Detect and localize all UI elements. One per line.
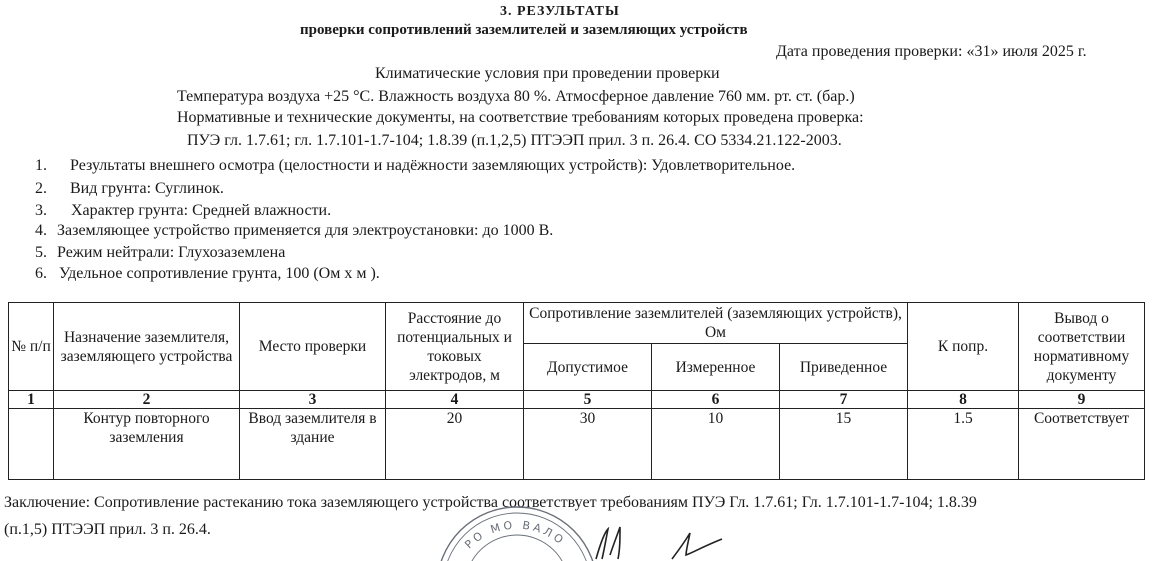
conclusion-line-1: Заключение: Сопротивление растеканию тока заземляющего устройства соответствует требованиям ПУЭ Гл. 1.7.61; Гл. 1.7.101-1.7-104; 1.8.39 (4, 494, 977, 511)
list-item-text: Режим нейтрали: Глухозаземлена (57, 244, 286, 261)
cell-measured: 10 (652, 409, 780, 480)
list-item-number: 6. (35, 265, 47, 282)
table-row (9, 409, 1145, 480)
column-number: 6 (652, 391, 780, 409)
header-purpose: Назначение заземлителя, заземляющего устройства (54, 303, 240, 391)
climate-values: Температура воздуха +25 °С. Влажность воздуха 80 %. Атмосферное давление 760 мм. рт. ст. (бар.) (177, 88, 855, 105)
section-subtitle: проверки сопротивлений заземлителей и заземляющих устройств (300, 22, 748, 38)
header-distance: Расстояние до потенциальных и токовых электродов, м (386, 303, 524, 391)
table-header-row (9, 303, 1145, 344)
column-number: 4 (386, 391, 524, 409)
header-number: № п/п (9, 303, 54, 391)
cell-place: Ввод заземлителя в здание (240, 409, 386, 480)
section-title: 3. РЕЗУЛЬТАТЫ (500, 4, 620, 19)
column-number: 3 (240, 391, 386, 409)
list-item (35, 244, 285, 262)
list-item (35, 222, 553, 240)
list-item-number: 1. (35, 157, 47, 174)
header-reduced: Приведенное (780, 344, 908, 391)
list-item-text: Удельное сопротивление грунта, 100 (Ом х м ). (59, 265, 380, 282)
list-item (35, 180, 224, 198)
header-conclusion: Вывод о соответствии нормативному документу (1019, 303, 1145, 391)
list-item-text: Результаты внешнего осмотра (целостности и надёжности заземляющих устройств): Удовлетворительное. (70, 157, 796, 174)
header-place: Место проверки (240, 303, 386, 391)
list-item-text: Характер грунта: Средней влажности. (71, 202, 332, 219)
signature (590, 525, 730, 561)
cell-reduced: 15 (780, 409, 908, 480)
header-measured: Измеренное (652, 344, 780, 391)
cell-allowed: 30 (524, 409, 652, 480)
list-item-text: Вид грунта: Суглинок. (70, 180, 224, 197)
header-allowed: Допустимое (524, 344, 652, 391)
list-item (35, 265, 380, 283)
column-number: 2 (54, 391, 240, 409)
list-item-text: Заземляющее устройство применяется для электроустановки: до 1000 В. (57, 222, 554, 239)
column-number: 7 (780, 391, 908, 409)
column-number: 8 (908, 391, 1019, 409)
cell-purpose: Контур повторного заземления (54, 409, 240, 480)
list-item-number: 2. (35, 180, 47, 197)
climate-title: Климатические условия при проведении проверки (375, 65, 720, 82)
inspection-date: Дата проведения проверки: «31» июля 2025 г. (776, 43, 1087, 60)
cell-number (9, 409, 54, 480)
cell-conclusion: Соответствует (1019, 409, 1145, 480)
conclusion-line-2: (п.1,5) ПТЭЭП прил. 3 п. 26.4. (4, 521, 211, 538)
list-item-number: 4. (35, 222, 47, 239)
cell-distance: 20 (386, 409, 524, 480)
column-number: 5 (524, 391, 652, 409)
list-item-number: 3. (35, 202, 47, 219)
normative-docs-intro: Нормативные и технические документы, на соответствие требованиям которых проведена проверка: (177, 109, 864, 126)
column-number: 1 (9, 391, 54, 409)
results-table (8, 302, 1145, 480)
list-item (35, 202, 331, 220)
column-number-row (9, 391, 1145, 409)
header-correction: К попр. (908, 303, 1019, 391)
list-item (35, 157, 795, 175)
normative-docs-list: ПУЭ гл. 1.7.61; гл. 1.7.101-1.7-104; 1.8.39 (п.1,2,5) ПТЭЭП прил. 3 п. 26.4. СО 5334.21.122-2003. (187, 132, 842, 149)
header-resistance-group: Сопротивление заземлителей (заземляющих устройств), Ом (524, 303, 908, 344)
list-item-number: 5. (35, 244, 47, 261)
column-number: 9 (1019, 391, 1145, 409)
official-stamp (432, 505, 602, 561)
cell-correction: 1.5 (908, 409, 1019, 480)
stamp-text: РО МО ВАЛО (462, 518, 568, 552)
